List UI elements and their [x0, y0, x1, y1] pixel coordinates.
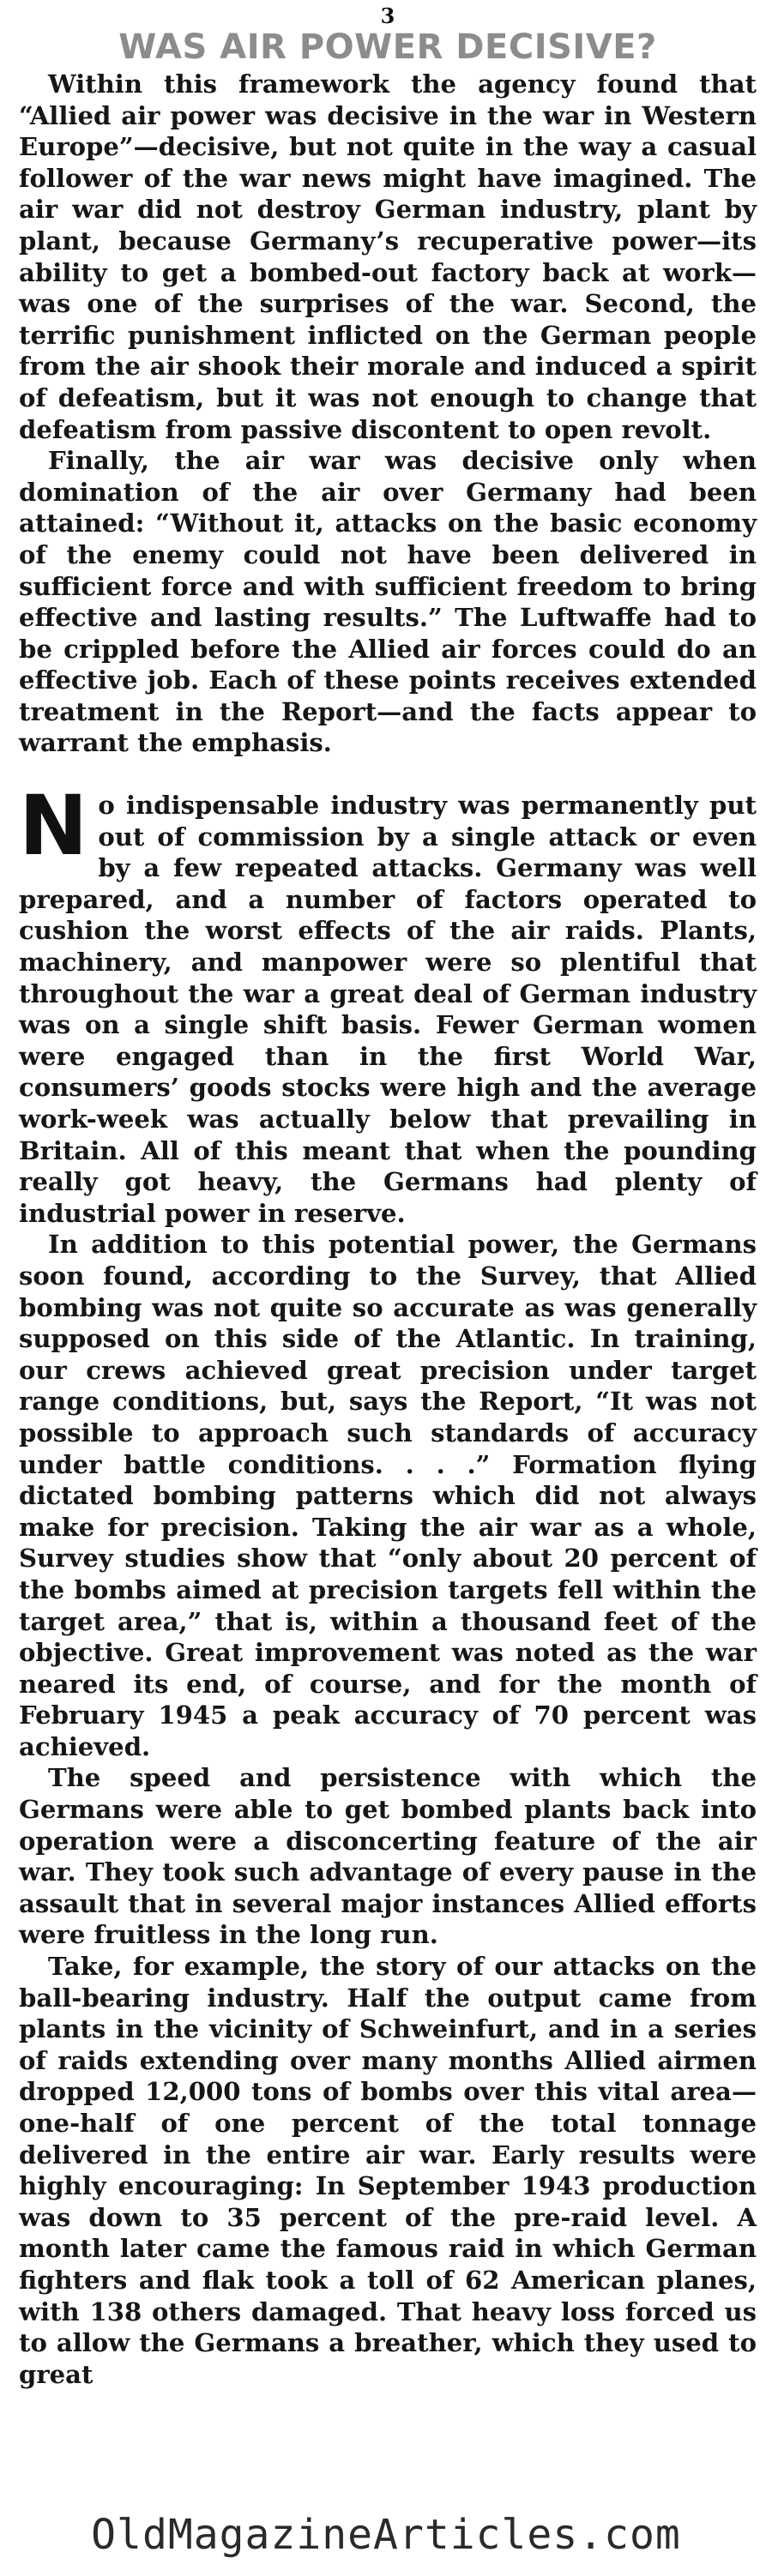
dropcap-paragraph-text: o indispensable industry was permanently put out of commission by a single attack or even by a few repeated attacks. Germany was well prepared, and a number of factors operated to cushion the worst effects of the air raids. Plants, machinery, and manpower were so plentiful that throughout the war a great deal of German industry was on a single shift basis. Fewer German women were engaged than in the first World War, consumers’ goods stocks were high and the average work-week was actually below that prevailing in Britain. All of this meant that when the pounding really got heavy, the Germans had plenty of industrial power in reserve. [19, 791, 757, 1228]
dropcap-letter: N [19, 778, 88, 875]
paragraph: Within this framework the agency found that “Allied air power was decisive in the war in Western Europe”—decisive, but not quite in the way a casual follower of the war news might have imagined. The air war did not destroy German industry, plant by plant, because Germany’s recuperative power—its ability to get a bombed-out factory back at work—was one of the surprises of the war. Second, the terrific punishment inflicted on the German people from the air shook their morale and induced a spirit of defeatism, but it was not enough to change that defeatism from passive discontent to open revolt. [19, 69, 757, 444]
section-break [19, 759, 757, 790]
paragraph: Finally, the air war was decisive only when domination of the air over Germany had been attained: “Without it, attacks on the basic economy of the enemy could not have been delivered in sufficient force and with sufficient freedom to bring effective and lasting results.” The Luftwaffe had to be crippled before the Allied air forces could do an effective job. Each of these points receives extended treatment in the Report—and the facts appear to warrant the emphasis. [19, 446, 757, 758]
article-body [19, 69, 757, 2390]
page-number: 3 [380, 3, 395, 28]
paragraph: Take, for example, the story of our attacks on the ball-bearing industry. Half the output came from plants in the vicinity of Schweinfurt, and in a series of raids extending over many months Allied airmen dropped 12,000 tons of bombs over this vital area—one-half of one percent of the total tonnage delivered in the entire air war. Early results were highly encouraging: In September 1943 production was down to 35 percent of the pre-raid level. A month later came the famous raid in which German fighters and flak took a toll of 62 American planes, with 138 others damaged. That heavy loss forced us to allow the Germans a breather, which they used to great [19, 1952, 757, 2389]
paragraph: In addition to this potential power, the Germans soon found, according to the Survey, that Allied bombing was not quite so accurate as was generally supposed on this side of the Atlantic. In training, our crews achieved great precision under target range conditions, but, says the Report, “It was not possible to approach such standards of accuracy under battle conditions. . . .” Formation flying dictated bombing patterns which did not always make for precision. Taking the air war as a whole, Survey studies show that “only about 20 percent of the bombs aimed at precision targets fell within the target area,” that is, within a thousand feet of the objective. Great improvement was noted as the war neared its end, of course, and for the month of February 1945 a peak accuracy of 70 percent was achieved. [19, 1230, 757, 1761]
article-title: WAS AIR POWER DECISIVE? [118, 27, 657, 67]
footer-watermark: OldMagazineArticles.com [91, 2511, 681, 2559]
dropcap-paragraph [19, 778, 757, 1229]
paragraph: The speed and persistence with which the Germans were able to get bombed plants back into operation were a disconcerting feature of the air war. They took such advantage of every pause in the assault that in several major instances Allied efforts were fruitless in the long run. [19, 1763, 757, 1950]
